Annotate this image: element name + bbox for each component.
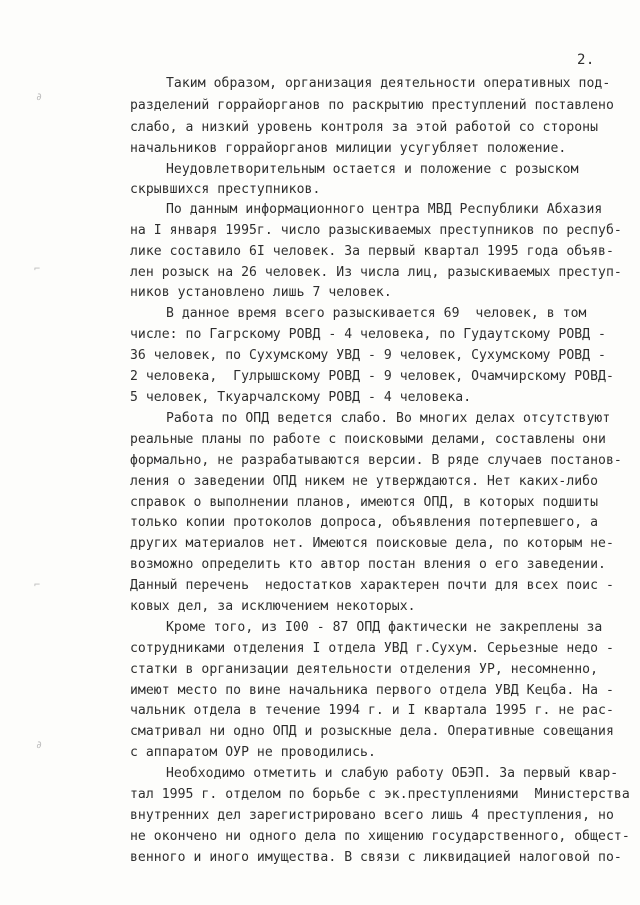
text-line: сматривал ни одно ОПД и розыскные дела. Оперативные совещания — [130, 724, 614, 739]
text-line: начальников горрайорганов милиции усугубляет положение. — [130, 141, 567, 156]
text-line: числе: по Гагрскому РОВД - 4 человека, по Гудаутскому РОВД - — [130, 327, 606, 342]
text-line: Необходимо отметить и слабую работу ОБЭП. За первый квар- — [166, 766, 619, 781]
text-line: Кроме того, из I00 - 87 ОПД фактически не закреплены за — [166, 620, 603, 635]
text-line: слабо, а низкий уровень контроля за этой работой со стороны — [130, 120, 599, 135]
scan-mark: ⌐ — [34, 264, 41, 275]
text-line: сотрудниками отделения I отдела УВД г.Сухум. Серьезные недо - — [130, 641, 614, 656]
text-line: других материалов нет. Имеются поисковые дела, по которым не- — [130, 536, 614, 551]
text-line: внутренних дел зарегистрировано всего лишь 4 преступления, но — [130, 808, 614, 823]
text-line: на I января 1995г. число разыскиваемых преступников по респуб- — [130, 223, 622, 238]
text-line: 5 человек, Ткуарчалскому РОВД - 4 человека. — [130, 390, 472, 405]
text-line: тал 1995 г. отделом по борьбе с эк.преступлениями Министерства — [130, 787, 630, 802]
text-line: справок о выполнении планов, имеются ОПД, в которых подшиты — [130, 495, 599, 510]
text-line: формально, не разрабатываются версии. В ряде случаев постанов- — [130, 453, 622, 468]
text-line: Неудовлетворительным остается и положение с розыском — [166, 162, 579, 177]
text-line: ников установлено лишь 7 человек. — [130, 285, 392, 300]
text-line: разделений горрайорганов по раскрытию преступлений поставлено — [130, 98, 614, 113]
text-line: скрывшихся преступников. — [130, 182, 321, 197]
text-line: 36 человек, по Сухумскому УВД - 9 человек, Сухумскому РОВД - — [130, 348, 606, 363]
text-line: Работа по ОПД ведется слабо. Во многих делах отсутствуют — [166, 411, 611, 426]
text-line: только копии протоколов допроса, объявления потерпевшего, а — [130, 515, 599, 530]
text-line: венного и иного имущества. В связи с ликвидацией налоговой по- — [130, 850, 622, 865]
text-line: ления о заведении ОПД никем не утверждаются. Нет каких-либо — [130, 474, 599, 489]
text-line: ковых дел, за исключением некоторых. — [130, 599, 416, 614]
text-line: не окончено ни одного дела по хищению государственного, общест- — [130, 829, 630, 844]
scan-mark: ⌐ — [34, 580, 41, 591]
text-line: лике составило 6I человек. За первый квартал 1995 года объяв- — [130, 244, 614, 259]
scan-mark: ∂ — [36, 740, 43, 751]
page-number: 2. — [577, 52, 595, 68]
text-line: с аппаратом ОУР не проводились. — [130, 745, 376, 760]
text-line: Данный перечень недостатков характерен почти для всех поис - — [130, 578, 614, 593]
text-line: В данное время всего разыскивается 69 человек, в том — [166, 306, 587, 321]
text-line: По данным информационного центра МВД Республики Абхазия — [166, 202, 603, 217]
scan-mark: ∂ — [36, 92, 43, 103]
text-line: чальник отдела в течение 1994 г. и I квартала 1995 г. не рас- — [130, 703, 614, 718]
text-line: реальные планы по работе с поисковыми делами, составлены они — [130, 432, 606, 447]
text-line: 2 человека, Гулрышскому РОВД - 9 человек, Очамчирскому РОВД- — [130, 369, 614, 384]
text-line: лен розыск на 26 человек. Из числа лиц, разыскиваемых преступ- — [130, 265, 622, 280]
text-line: статки в организации деятельности отделения УР, несомненно, — [130, 662, 599, 677]
text-line: имеют место по вине начальника первого отдела УВД Кецба. На - — [130, 683, 614, 698]
text-line: Таким образом, организация деятельности оперативных под- — [166, 76, 611, 91]
text-line: возможно определить кто автор постан вления о его заведении. — [130, 557, 606, 572]
